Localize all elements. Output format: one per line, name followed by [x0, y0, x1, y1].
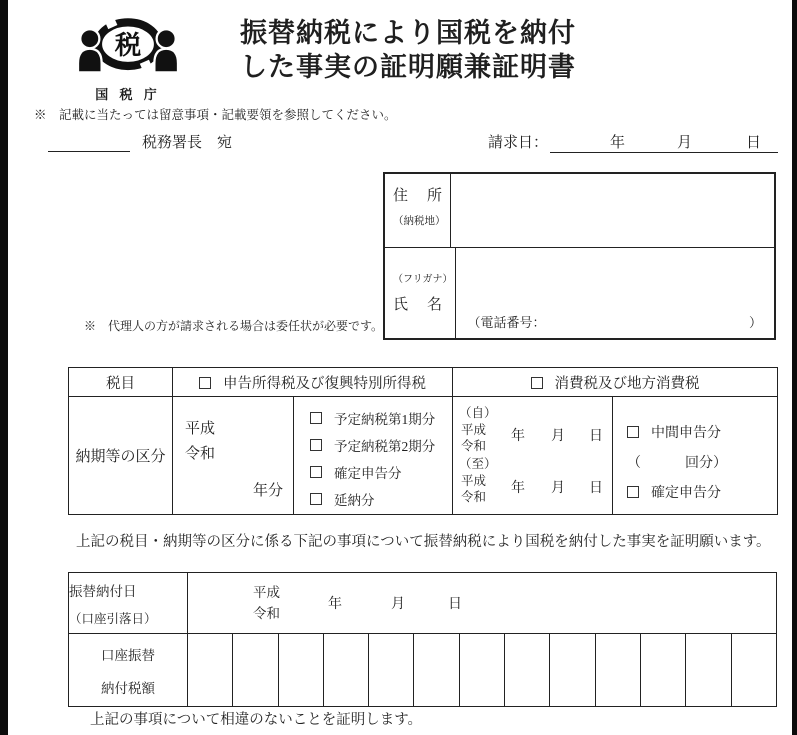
- phone-label: （電話番号：: [467, 315, 546, 330]
- amount-digit-cell[interactable]: [686, 634, 731, 707]
- top-note: ※ 記載に当たっては留意事項・記載要領を参照してください。: [34, 108, 397, 122]
- amount-label-line1: 口座振替: [101, 647, 155, 663]
- left-frame-edge: [0, 0, 8, 735]
- to-day-label: 日: [589, 481, 603, 496]
- amount-digit-cell[interactable]: [233, 634, 278, 707]
- option-yotei-2: [310, 436, 452, 454]
- day-label: 日: [448, 597, 462, 612]
- from-label: （自）: [459, 406, 497, 420]
- to-heisei-label: 平成: [461, 474, 487, 488]
- interim-label: 中間申告分: [651, 426, 721, 441]
- final-label: 確定申告分: [651, 486, 721, 501]
- tax-period-table: [68, 367, 778, 515]
- transfer-date-label: 振替納付日: [69, 583, 137, 599]
- final-checkbox[interactable]: [627, 486, 639, 498]
- amount-label-line2: 納付税額: [101, 680, 155, 696]
- to-year-label: 年: [511, 481, 525, 496]
- address-row: [385, 174, 774, 248]
- addressee-line: [48, 131, 232, 152]
- furigana-label: （フリガナ）: [393, 274, 453, 285]
- logo-tax-glyph: 税: [114, 31, 142, 61]
- kakutei-label: 確定申告分: [334, 466, 402, 481]
- amount-label-cell: [69, 634, 188, 707]
- year-label: 年: [610, 135, 626, 151]
- amount-digit-cell[interactable]: [369, 634, 414, 707]
- amount-digit-cell[interactable]: [323, 634, 368, 707]
- transfer-date-sublabel: （口座引落日）: [69, 611, 157, 626]
- right-frame-edge: [792, 0, 797, 735]
- tax-item-header: 税目: [69, 368, 173, 397]
- option-final: [627, 477, 777, 507]
- month-label: 月: [677, 135, 693, 151]
- era-lines: [185, 417, 215, 467]
- interim-times-field[interactable]: [627, 447, 777, 477]
- consumption-tax-label: 消費税及び地方消費税: [554, 375, 700, 392]
- amount-digit-cell[interactable]: [278, 634, 323, 707]
- period-label-cell: 納期等の区分: [69, 397, 173, 515]
- amount-digit-cell[interactable]: [459, 634, 504, 707]
- from-day-label: 日: [589, 429, 603, 444]
- consumption-options-cell: [613, 397, 778, 515]
- nta-logo: [76, 14, 180, 103]
- address-input-area[interactable]: [451, 174, 774, 247]
- name-input-area[interactable]: [456, 248, 775, 338]
- applicant-box: [383, 172, 776, 340]
- consumption-period-dates-cell[interactable]: [453, 397, 613, 515]
- amount-digit-cell[interactable]: [414, 634, 459, 707]
- income-tax-label: 申告所得税及び復興特別所得税: [223, 375, 426, 392]
- name-row: [385, 248, 774, 338]
- transfer-date-field[interactable]: [188, 573, 777, 634]
- consumption-tax-checkbox[interactable]: [531, 377, 543, 389]
- nta-logo-icon: [78, 14, 178, 78]
- heisei-label: 平成: [253, 585, 280, 600]
- amount-digit-cell[interactable]: [188, 634, 233, 707]
- kakutei-checkbox[interactable]: [310, 466, 322, 478]
- from-year-label: 年: [511, 429, 525, 444]
- to-month-label: 月: [551, 481, 565, 496]
- from-reiwa-label: 令和: [461, 439, 487, 453]
- ennou-checkbox[interactable]: [310, 493, 322, 505]
- agency-name: 国 税 庁: [95, 87, 161, 102]
- amount-digit-cell[interactable]: [550, 634, 595, 707]
- tax-office-name-field[interactable]: [48, 133, 130, 152]
- from-heisei-label: 平成: [461, 423, 487, 437]
- yotei-1-checkbox[interactable]: [310, 412, 322, 424]
- yotei-2-label: 予定納税第2期分: [334, 439, 436, 454]
- interim-checkbox[interactable]: [627, 426, 639, 438]
- day-label: 日: [746, 135, 762, 151]
- era-lines: [253, 582, 280, 624]
- income-tax-option-cell: [173, 368, 453, 397]
- heisei-label: 平成: [185, 421, 216, 437]
- amount-digit-cell[interactable]: [731, 634, 776, 707]
- reiwa-label: 令和: [185, 446, 216, 462]
- month-label: 月: [391, 597, 405, 612]
- request-date-field[interactable]: [550, 131, 778, 153]
- request-sentence: 上記の税目・納期等の区分に係る下記の事項について振替納税により国税を納付した事実を証明願います。: [76, 534, 771, 550]
- times-close-label: 回分）: [685, 456, 727, 471]
- consumption-tax-option-cell: [453, 368, 778, 397]
- ennou-label: 延納分: [334, 493, 375, 508]
- address-label: 住 所: [393, 188, 445, 204]
- to-reiwa-label: 令和: [461, 490, 487, 504]
- address-label-cell: [385, 174, 451, 247]
- from-month-label: 月: [551, 429, 565, 444]
- request-date-label: 請求日：: [488, 135, 549, 151]
- certify-sentence: 上記の事項について相違のないことを証明します。: [90, 712, 423, 728]
- request-date-line: [488, 131, 778, 153]
- amount-digit-cell[interactable]: [505, 634, 550, 707]
- phone-close-label: ）: [748, 315, 762, 330]
- option-yotei-1: [310, 409, 452, 427]
- name-label: 氏 名: [393, 297, 445, 313]
- amount-digit-cell[interactable]: [595, 634, 640, 707]
- phone-number-field[interactable]: [468, 312, 763, 331]
- document-title-line2: した事実の証明願兼証明書: [240, 52, 576, 82]
- to-label: （至）: [459, 457, 497, 471]
- address-sublabel: （納税地）: [393, 216, 446, 227]
- year-suffix-label: 年分: [252, 483, 283, 499]
- yotei-2-checkbox[interactable]: [310, 439, 322, 451]
- reiwa-label: 令和: [253, 606, 280, 621]
- agent-note: ※ 代理人の方が請求される場合は委任状が必要です。: [84, 319, 384, 333]
- transfer-date-label-cell: [69, 573, 188, 634]
- payment-table: [68, 572, 777, 707]
- amount-row: [69, 634, 777, 707]
- income-period-options-cell: [294, 397, 453, 515]
- target-year-cell[interactable]: [173, 397, 294, 515]
- name-label-cell: [385, 248, 456, 338]
- times-open-label: （: [627, 456, 641, 471]
- tax-office-label: 税務署長 宛: [142, 135, 233, 151]
- yotei-1-label: 予定納税第1期分: [334, 412, 436, 427]
- document-title-line1: 振替納税により国税を納付: [240, 18, 576, 48]
- income-tax-checkbox[interactable]: [199, 377, 211, 389]
- option-ennou: [310, 490, 452, 508]
- option-kakutei: [310, 463, 452, 481]
- year-label: 年: [328, 597, 342, 612]
- document-title: [208, 16, 608, 84]
- option-interim: [627, 417, 777, 447]
- amount-digit-cell[interactable]: [640, 634, 685, 707]
